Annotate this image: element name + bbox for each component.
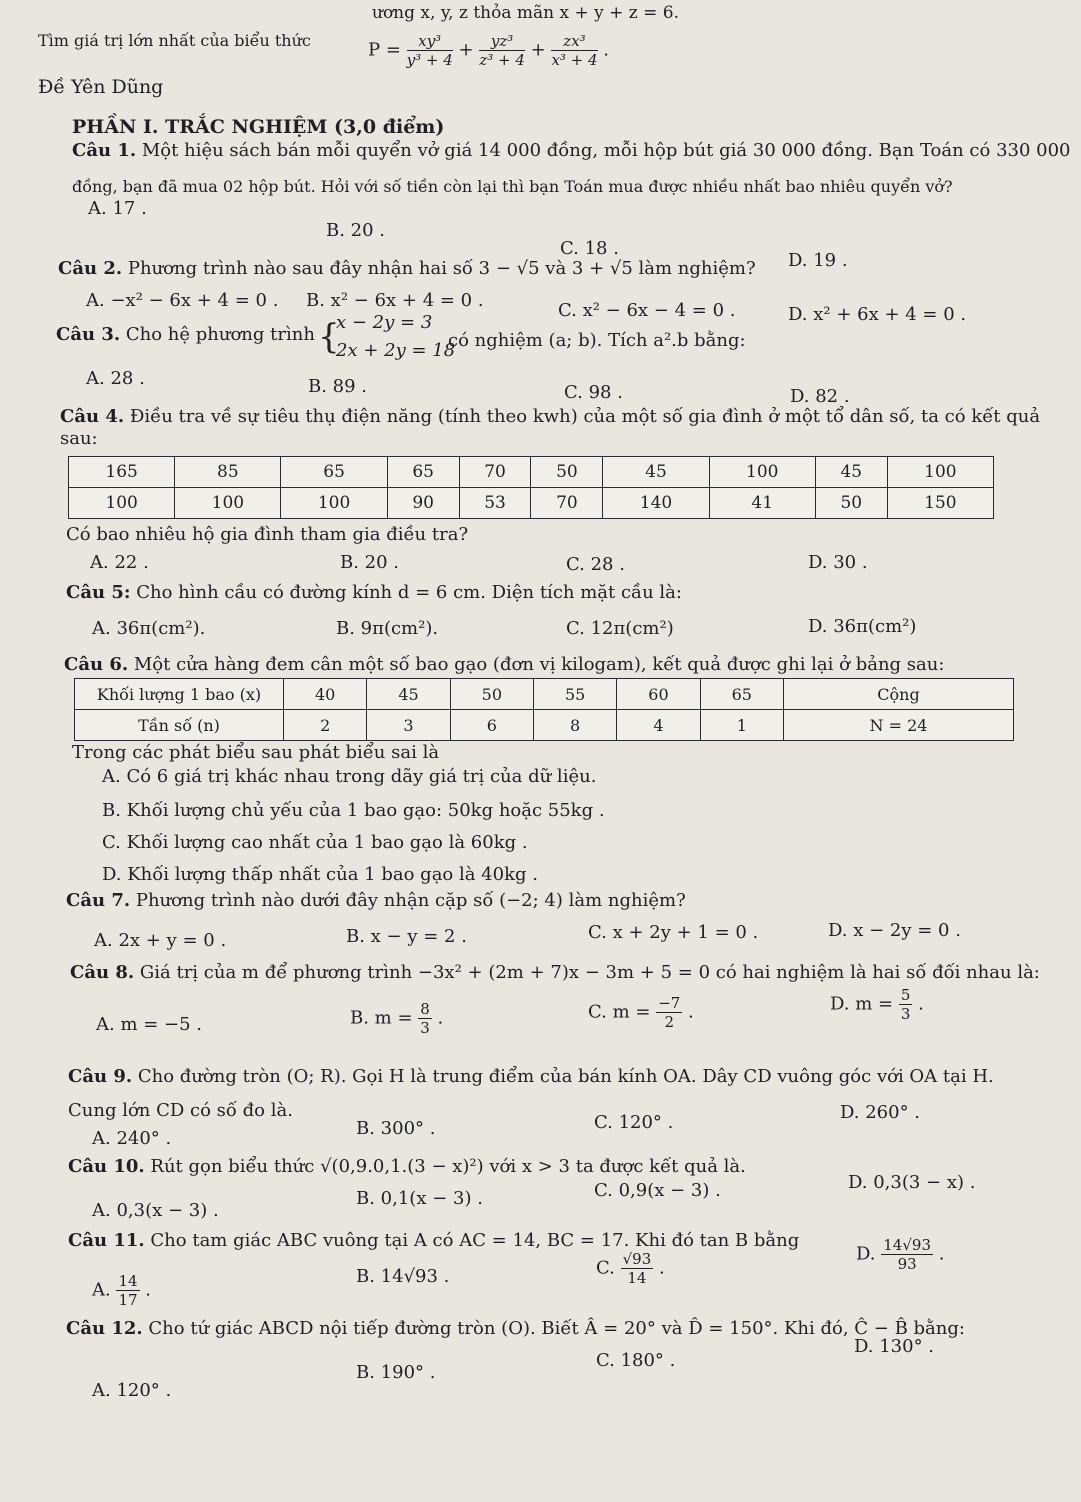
q3-option-d: D. 82 . [790, 386, 850, 407]
q3-option-a: A. 28 . [86, 368, 145, 389]
q10-option-c: C. 0,9(x − 3) . [594, 1180, 721, 1201]
table-row: Khối lượng 1 bao (x) 40 45 50 55 60 65 Cộng [75, 679, 1014, 710]
q6-question: Trong các phát biểu sau phát biểu sai là [72, 742, 440, 763]
q6: Câu 6. Một cửa hàng đem cân một số bao gạo (đơn vị kilogam), kết quả được ghi lại ở bảng sau: [64, 654, 945, 675]
q1-option-a: A. 17 . [88, 198, 147, 219]
q8-option-d: D. m = $\frac{5}{3}$ . [830, 986, 924, 1023]
q7-option-d: D. x − 2y = 0 . [828, 920, 961, 941]
q4-text-after: sau: [60, 428, 98, 449]
expression: P = $\frac{\text{xy³}}{\text{y³ + 4}}$ + $\frac{\text{yz³}}{\text{z³ + 4}}$ + $\frac{\text{zx³}}{\text{x³ + 4}}$ . [368, 32, 610, 69]
q1-option-b: B. 20 . [326, 220, 386, 241]
q12: Câu 12. Cho tứ giác ABCD nội tiếp đường tròn (O). Biết Â = 20° và D̂ = 150°. Khi đó, Ĉ − B̂ bằng: [66, 1318, 965, 1339]
q1: Câu 1. Một hiệu sách bán mỗi quyển vở giá 14 000 đồng, mỗi hộp bút giá 30 000 đồng. Bạn Toán có 330 000 [72, 140, 1071, 161]
q6-option-b: B. Khối lượng chủ yếu của 1 bao gạo: 50kg hoặc 55kg . [102, 800, 605, 821]
q6-option-d: D. Khối lượng thấp nhất của 1 bao gạo là 40kg . [102, 864, 538, 885]
q9-line2: Cung lớn CD có số đo là. [68, 1100, 293, 1121]
system-brace: { [318, 317, 340, 357]
q11-option-b: B. 14√93 . [356, 1266, 450, 1287]
q8-option-b: B. m = $\frac{8}{3}$ . [350, 1000, 444, 1037]
q8: Câu 8. Giá trị của m để phương trình −3x² + (2m + 7)x − 3m + 5 = 0 có hai nghiệm là hai số đối nhau là: [70, 962, 1040, 983]
q10-option-a: A. 0,3(x − 3) . [92, 1200, 219, 1221]
q5-option-b: B. 9π(cm²). [336, 618, 439, 639]
q5-option-d: D. 36π(cm²) [808, 616, 917, 637]
q5-option-c: C. 12π(cm²) [566, 618, 674, 639]
q5: Câu 5: Cho hình cầu có đường kính d = 6 cm. Diện tích mặt cầu là: [66, 582, 682, 603]
q3: Câu 3. Cho hệ phương trình [56, 324, 315, 345]
q3-eq2: 2x + 2y = 18 [336, 340, 456, 361]
q6-frequency-table [74, 678, 1014, 741]
q2-option-c: C. x² − 6x − 4 = 0 . [558, 300, 736, 321]
section-title: PHẦN I. TRẮC NGHIỆM (3,0 điểm) [72, 116, 445, 138]
table-row: 165 85 65 65 70 50 45 100 45 100 [69, 457, 994, 488]
q2-option-b: B. x² − 6x + 4 = 0 . [306, 290, 484, 311]
q1-line2: đồng, bạn đã mua 02 hộp bút. Hỏi với số tiền còn lại thì bạn Toán mua được nhiều nhất bao nhiêu quyển vở? [72, 177, 953, 196]
table-row: 100 100 100 90 53 70 140 41 50 150 [69, 488, 994, 519]
q2: Câu 2. Phương trình nào sau đây nhận hai số 3 − √5 và 3 + √5 làm nghiệm? [58, 258, 756, 279]
q3-option-c: C. 98 . [564, 382, 623, 403]
q6-option-a: A. Có 6 giá trị khác nhau trong dãy giá trị của dữ liệu. [102, 766, 597, 787]
q7-option-b: B. x − y = 2 . [346, 926, 467, 947]
q2-option-d: D. x² + 6x + 4 = 0 . [788, 304, 967, 325]
q5-option-a: A. 36π(cm²). [92, 618, 206, 639]
q11-option-d: D. $\frac{14√93}{93}$ . [856, 1236, 945, 1273]
q4-option-b: B. 20 . [340, 552, 400, 573]
q7-option-c: C. x + 2y + 1 = 0 . [588, 922, 759, 943]
exam-name: Đề Yên Dũng [38, 76, 164, 98]
q1-option-d: D. 19 . [788, 250, 848, 271]
q4-data-table [68, 456, 994, 519]
q12-option-b: B. 190° . [356, 1362, 436, 1383]
q10-option-d: D. 0,3(3 − x) . [848, 1172, 976, 1193]
q8-option-a: A. m = −5 . [96, 1014, 203, 1035]
q11-option-a: A. $\frac{14}{17}$ . [92, 1272, 152, 1309]
q1-option-c: C. 18 . [560, 238, 619, 259]
q6-option-c: C. Khối lượng cao nhất của 1 bao gạo là 60kg . [102, 832, 528, 853]
q10-option-b: B. 0,1(x − 3) . [356, 1188, 483, 1209]
q2-option-a: A. −x² − 6x + 4 = 0 . [86, 290, 279, 311]
task-text: Tìm giá trị lớn nhất của biểu thức [38, 31, 311, 50]
q9-option-a: A. 240° . [92, 1128, 172, 1149]
q8-option-c: C. m = $\frac{-7}{2}$ . [588, 994, 694, 1031]
q12-option-d: D. 130° . [854, 1336, 935, 1357]
intro-line: ương x, y, z thỏa mãn x + y + z = 6. [372, 3, 680, 23]
q4-option-a: A. 22 . [90, 552, 149, 573]
q12-option-c: C. 180° . [596, 1350, 676, 1371]
q4: Câu 4. Điều tra về sự tiêu thụ điện năng (tính theo kwh) của một số gia đình ở một tổ dân số, ta có kết quả [60, 406, 1041, 427]
q10: Câu 10. Rút gọn biểu thức √(0,9.0,1.(3 − x)²) với x > 3 ta được kết quả là. [68, 1156, 746, 1177]
q7: Câu 7. Phương trình nào dưới đây nhận cặp số (−2; 4) làm nghiệm? [66, 890, 686, 911]
q11: Câu 11. Cho tam giác ABC vuông tại A có AC = 14, BC = 17. Khi đó tan B bằng [68, 1230, 800, 1251]
q4-option-d: D. 30 . [808, 552, 868, 573]
q9-option-c: C. 120° . [594, 1112, 674, 1133]
table-row: Tần số (n) 2 3 6 8 4 1 N = 24 [75, 710, 1014, 741]
q12-option-a: A. 120° . [92, 1380, 172, 1401]
q11-option-c: C. $\frac{√93}{14}$ . [596, 1250, 665, 1287]
q3-text-post: có nghiệm (a; b). Tích a².b bằng: [448, 330, 746, 351]
q4-question: Có bao nhiêu hộ gia đình tham gia điều tra? [66, 524, 469, 545]
q9-option-b: B. 300° . [356, 1118, 436, 1139]
q4-option-c: C. 28 . [566, 554, 625, 575]
q7-option-a: A. 2x + y = 0 . [94, 930, 227, 951]
q9-option-d: D. 260° . [840, 1102, 921, 1123]
q3-eq1: x − 2y = 3 [336, 312, 433, 333]
q3-option-b: B. 89 . [308, 376, 368, 397]
q9: Câu 9. Cho đường tròn (O; R). Gọi H là trung điểm của bán kính OA. Dây CD vuông góc với OA tại H. [68, 1066, 994, 1087]
